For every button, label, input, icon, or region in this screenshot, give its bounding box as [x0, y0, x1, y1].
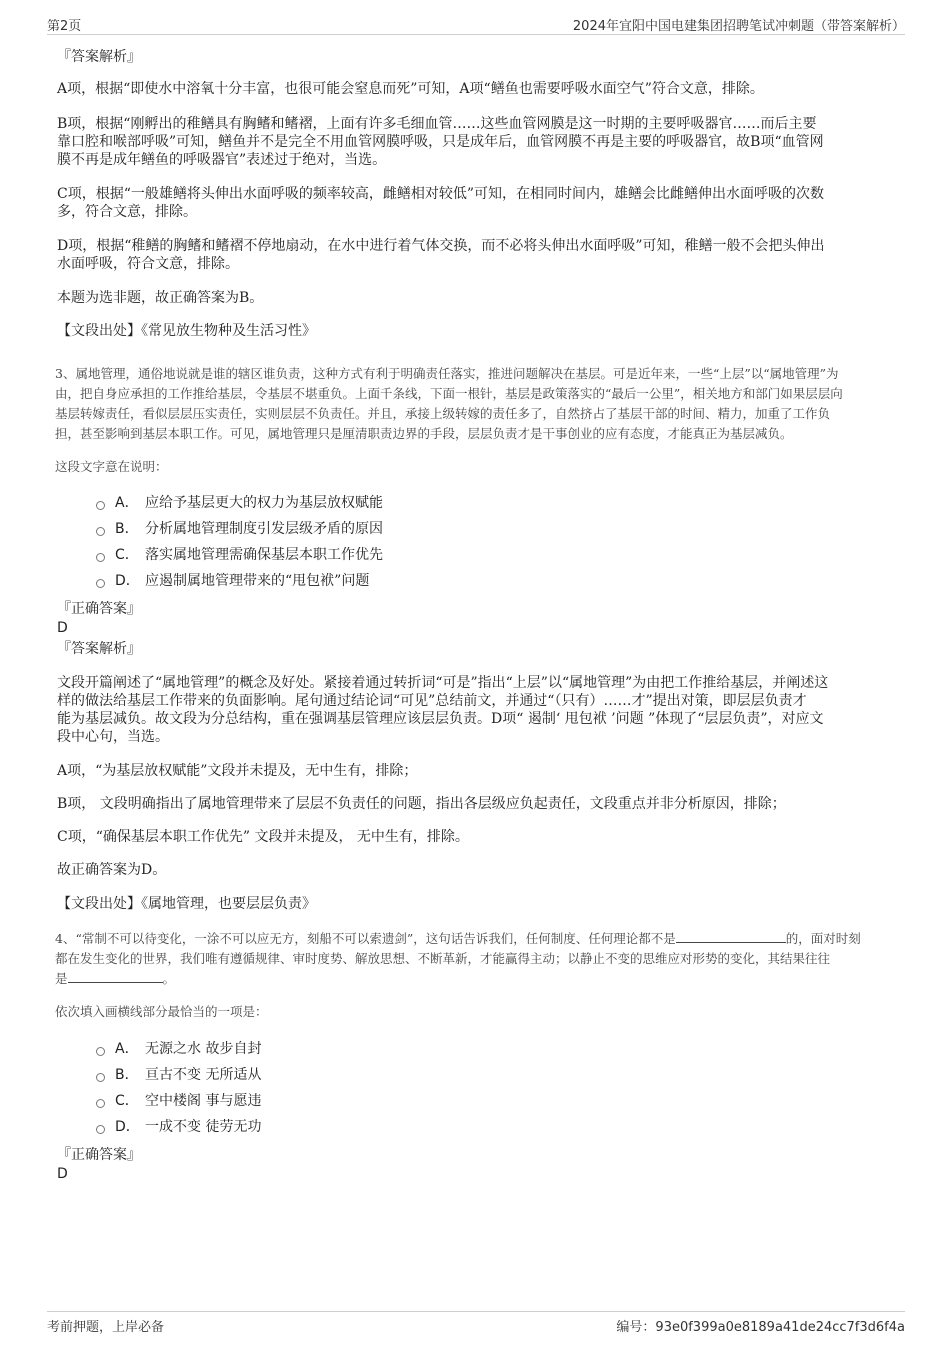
radio-icon[interactable] — [96, 527, 105, 536]
fill-blank-1 — [676, 930, 786, 943]
question-text: 4、“常制不可以待变化，一涂不可以应无方，刻船不可以索遗剑”，这句话告诉我们，任何制度、任何理论都不是 — [55, 931, 676, 946]
option-text: 亘古不变 无所适从 — [145, 1067, 262, 1083]
q4-option-c[interactable] — [96, 1092, 261, 1110]
question-4-prompt: 依次填入画横线部分最恰当的一项是： — [55, 1004, 268, 1019]
radio-icon[interactable] — [96, 579, 105, 588]
option-key: C． — [115, 1093, 139, 1109]
fill-blank-2 — [68, 970, 163, 983]
analysis-a: A项，“为基层放权赋能”文段并未提及，无中生有，排除； — [57, 763, 418, 779]
q4-option-a[interactable] — [96, 1040, 261, 1058]
option-key: A． — [115, 1041, 139, 1057]
correct-answer: D — [57, 1166, 68, 1182]
question-4-line3 — [55, 969, 900, 989]
question-3-line1: 3、属地管理，通俗地说就是谁的辖区谁负责，这种方式有利于明确责任落实，推进问题解决在基层。可是近年来，一些“上层”以“属地管理”为 — [55, 366, 839, 381]
source: 【文段出处】《属地管理，也要层层负责》 — [57, 896, 316, 912]
radio-icon[interactable] — [96, 501, 105, 510]
option-key: B． — [115, 521, 139, 537]
page-number: 第2页 — [47, 19, 82, 34]
question-4-line2: 都在发生变化的世界，我们唯有遵循规律、审时度势、解放思想、不断革新，才能赢得主动；以静止不变的思维应对形势的变化，其结果往往 — [55, 951, 831, 966]
analysis-d-line1: D项，根据“稚鳝的胸鳍和鳍褶不停地扇动，在水中进行着气体交换，而不必将头伸出水面呼吸”可知，稚鳝一般不会把头伸出 — [57, 238, 825, 254]
q3-option-c[interactable] — [96, 546, 383, 564]
option-key: D． — [115, 1119, 140, 1135]
analysis-c: C项，“确保基层本职工作优先” 文段并未提及， 无中生有，排除。 — [57, 829, 469, 845]
option-key: D． — [115, 573, 140, 589]
q3-option-d[interactable] — [96, 572, 369, 590]
question-4-line1 — [55, 929, 900, 949]
page-footer — [47, 1311, 905, 1336]
document-code: 编号：93e0f399a0e8189a41de24cc7f3d6f4a — [616, 1320, 905, 1335]
analysis-a: A项，根据“即使水中溶氧十分丰富，也很可能会窒息而死”可知，A项“鳝鱼也需要呼吸水面空气”符合文意，排除。 — [57, 81, 764, 97]
analysis-label: 『答案解析』 — [57, 641, 141, 657]
q3-option-b[interactable] — [96, 520, 383, 538]
question-3-line3: 基层转嫁责任，看似层层压实责任，实则层层不负责任。并且，承接上级转嫁的责任多了，自然挤占了基层干部的时间、精力，加重了工作负 — [55, 406, 831, 421]
option-text: 分析属地管理制度引发层级矛盾的原因 — [145, 521, 383, 537]
q3-option-a[interactable] — [96, 494, 383, 512]
analysis-line1: 文段开篇阐述了“属地管理”的概念及好处。紧接着通过转折词“可是”指出“上层”以“属地管理”为由把工作推给基层，并阐述这 — [57, 675, 829, 691]
option-text: 应遏制属地管理带来的“甩包袱”问题 — [145, 573, 370, 589]
analysis-b-line2: 靠口腔和喉部呼吸”可知，鳝鱼并不是完全不用血管网膜呼吸，只是成年后，血管网膜不再是主要的呼吸器官，故B项“血管网 — [57, 134, 824, 150]
question-3-prompt: 这段文字意在说明： — [55, 459, 168, 474]
page-header — [47, 14, 905, 35]
option-text: 应给予基层更大的权力为基层放权赋能 — [145, 495, 383, 511]
analysis-label: 『答案解析』 — [57, 49, 141, 65]
option-key: A． — [115, 495, 139, 511]
question-text: 的，面对时刻 — [785, 931, 861, 946]
radio-icon[interactable] — [96, 1099, 105, 1108]
footer-slogan: 考前押题，上岸必备 — [47, 1320, 165, 1335]
option-text: 无源之水 故步自封 — [145, 1041, 262, 1057]
question-3-line2: 由，把自身应承担的工作推给基层，令基层不堪重负。上面千条线，下面一根针，基层是政策落实的“最后一公里”，相关地方和部门如果层层向 — [55, 386, 843, 401]
option-text: 一成不变 徒劳无功 — [145, 1119, 262, 1135]
option-key: C． — [115, 547, 139, 563]
analysis-c-line2: 多，符合文意，排除。 — [57, 204, 197, 220]
analysis-d-line2: 水面呼吸，符合文意，排除。 — [57, 256, 239, 272]
analysis-b: B项， 文段明确指出了属地管理带来了层层不负责任的问题，指出各层级应负起责任，文段重点并非分析原因，排除； — [57, 796, 786, 812]
source: 【文段出处】《常见放生物种及生活习性》 — [57, 323, 316, 339]
conclusion: 故正确答案为D。 — [57, 862, 167, 878]
analysis-b-line3: 膜不再是成年鳝鱼的呼吸器官”表述过于绝对，当选。 — [57, 152, 387, 168]
analysis-line4: 段中心句，当选。 — [57, 729, 169, 745]
option-text: 落实属地管理需确保基层本职工作优先 — [145, 547, 383, 563]
q4-option-b[interactable] — [96, 1066, 261, 1084]
radio-icon[interactable] — [96, 553, 105, 562]
analysis-line2: 样的做法给基层工作带来的负面影响。尾句通过结论词“可见”总结前文，并通过“（只有）……才”提出对策，即层层负责才 — [57, 693, 807, 709]
correct-answer: D — [57, 620, 68, 636]
option-key: B． — [115, 1067, 139, 1083]
document-title: 2024年宜阳中国电建集团招聘笔试冲刺题（带答案解析） — [572, 19, 905, 34]
correct-answer-label: 『正确答案』 — [57, 1147, 141, 1163]
conclusion: 本题为选非题，故正确答案为B。 — [57, 290, 264, 306]
correct-answer-label: 『正确答案』 — [57, 601, 141, 617]
question-text: 。 — [162, 971, 176, 986]
analysis-b-line1: B项，根据“刚孵出的稚鳝具有胸鳍和鳍褶，上面有许多毛细血管……这些血管网膜是这一时期的主要呼吸器官……而后主要 — [57, 116, 817, 132]
question-text: 是 — [55, 971, 68, 986]
radio-icon[interactable] — [96, 1125, 105, 1134]
q4-option-d[interactable] — [96, 1118, 261, 1136]
radio-icon[interactable] — [96, 1047, 105, 1056]
radio-icon[interactable] — [96, 1073, 105, 1082]
question-3-line4: 担，甚至影响到基层本职工作。可见，属地管理只是厘清职责边界的手段，层层负责才是干事创业的应有态度，才能真正为基层减负。 — [55, 426, 793, 441]
analysis-line3: 能为基层减负。故文段为分总结构，重在强调基层管理应该层层负责。D项“ 遏制‘ 甩包袱 ’问题 ”体现了“层层负责”，对应文 — [57, 711, 824, 727]
analysis-c-line1: C项，根据“一般雄鳝将头伸出水面呼吸的频率较高，雌鳝相对较低”可知，在相同时间内，雄鳝会比雌鳝伸出水面呼吸的次数 — [57, 186, 825, 202]
option-text: 空中楼阁 事与愿违 — [145, 1093, 262, 1109]
